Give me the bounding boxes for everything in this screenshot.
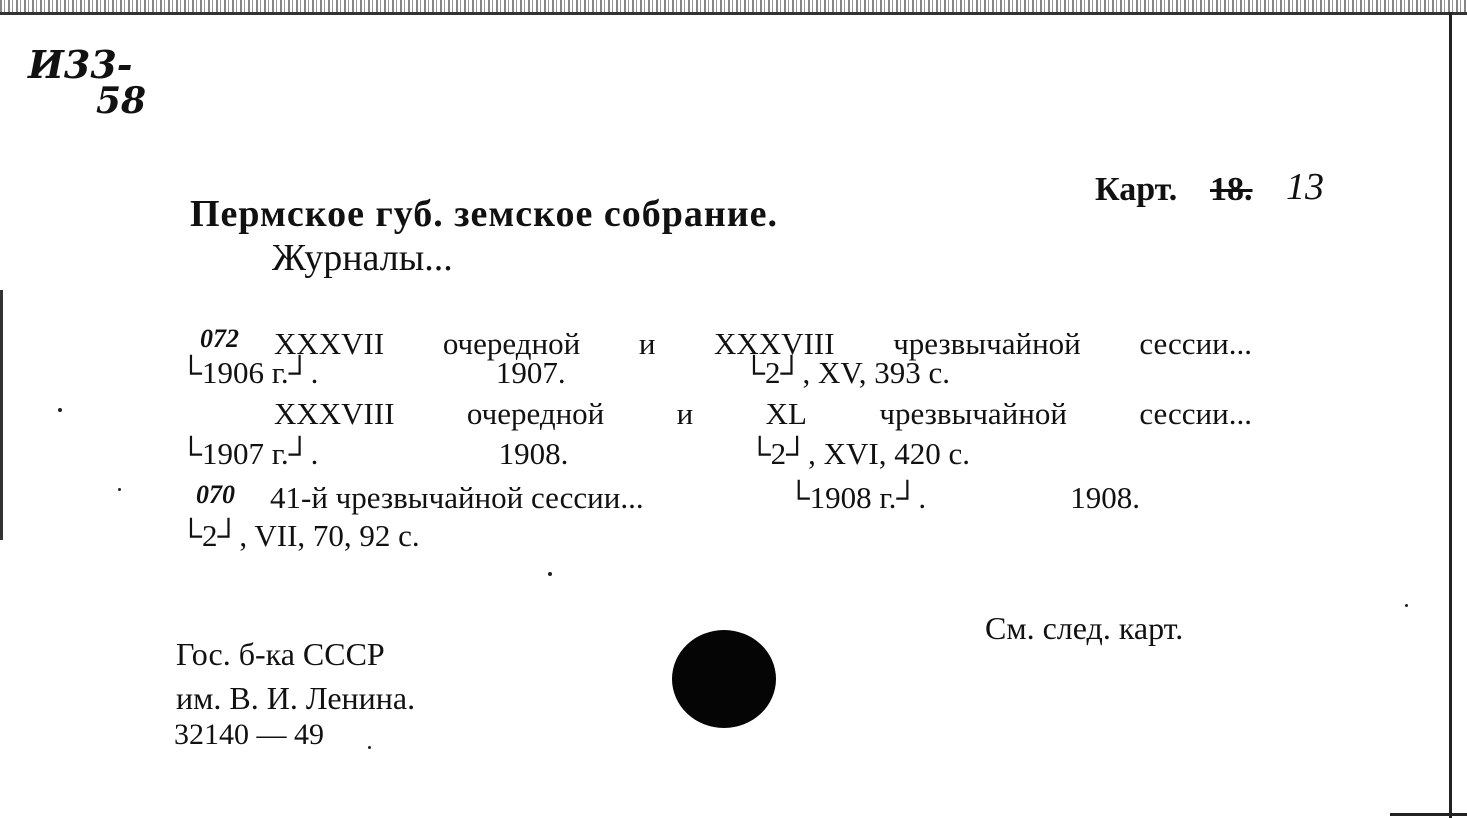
entry-1-word: очередной: [442, 326, 581, 361]
entry-1-word: чрезвычайной: [893, 326, 1081, 361]
card-subheading: Журналы...: [272, 237, 453, 279]
entry-3-extent: └2┘, VII, 70, 92 с.: [180, 518, 420, 553]
dust-speck: [1405, 604, 1408, 607]
entry-2-extent: └2┘, XVI, 420 с.: [748, 436, 970, 471]
entry-2-word: чрезвычайной: [879, 396, 1067, 431]
library-name: Гос. б-ка СССР: [176, 636, 385, 672]
entry-1-extent: └2┘, XV, 393 с.: [743, 355, 950, 390]
entry-2-word: очередной: [466, 396, 605, 431]
entry-1-line2: [180, 355, 950, 391]
entry-3-line1: [270, 480, 1140, 516]
card-left-border: [0, 290, 3, 540]
card-punch-hole: [672, 630, 776, 728]
card-ref-old-number: 18.: [1210, 171, 1253, 208]
entry-3-year: 1908.: [1070, 480, 1140, 515]
entry-2-line2: [180, 436, 970, 472]
dust-speck: [58, 408, 62, 412]
dust-speck: [548, 572, 552, 576]
card-bottom-border: [1390, 813, 1467, 816]
card-right-border: [1449, 12, 1452, 818]
entry-3-mark: 070: [196, 480, 235, 509]
entry-1-word: XXXVII: [274, 326, 385, 361]
entry-3-line2: [180, 518, 420, 554]
entry-1-mark: 072: [200, 324, 239, 353]
entry-3-title: 41-й чрезвычайной сессии...: [270, 480, 644, 515]
library-name-2: им. В. И. Ленина.: [176, 680, 416, 716]
card-ref-new-number: 13: [1286, 166, 1324, 208]
entry-2-word: XL: [765, 396, 807, 431]
card-ref-label: Карт.: [1095, 171, 1178, 208]
print-number: 32140 — 49: [174, 718, 324, 751]
entry-1-word: сессии...: [1139, 326, 1252, 361]
entry-3-date: └1908 г.┘.: [787, 480, 927, 515]
entry-1-date: └1906 г.┘.: [180, 355, 319, 390]
dust-speck: [368, 746, 371, 749]
see-next-card: См. след. карт.: [985, 610, 1184, 646]
entry-2-year: 1908.: [498, 436, 569, 471]
entry-1-word: XXXVIII: [714, 326, 835, 361]
entry-2-word: и: [676, 396, 694, 431]
entry-2-date: └1907 г.┘.: [180, 436, 319, 471]
shelfmark-line1: И33-: [28, 42, 133, 87]
entry-1-year: 1907.: [495, 355, 566, 390]
entry-2-line1: [274, 396, 1252, 432]
dust-speck: [118, 488, 121, 491]
shelfmark-line2: 58: [96, 80, 147, 122]
entry-2-word: сессии...: [1139, 396, 1252, 431]
entry-1-word: и: [638, 326, 656, 361]
card-top-border: [0, 12, 1467, 15]
card-heading: Пермское губ. земское собрание.: [190, 193, 779, 235]
entry-2-word: XXXVIII: [274, 396, 395, 431]
